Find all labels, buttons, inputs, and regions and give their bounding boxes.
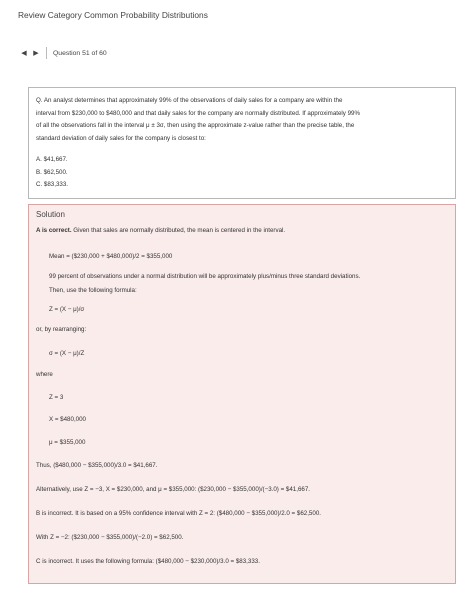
question-line: interval from $230,000 to $480,000 and that daily sales for the company are normally distributed. If approximately 99% [36,109,360,117]
where-text: where [36,371,53,378]
question-line: Q. An analyst determines that approximately 99% of the observations of daily sales for a company are within the [36,97,343,104]
c-incorrect-line: C is incorrect. It uses the following formula: ($480,000 − $230,000)/3.0 = $83,333. [36,558,260,565]
b-alt-line: With Z = −2: ($230,000 − $355,000)/(−2.0) = $62,500. [36,534,184,541]
mean-line: Mean = ($230,000 + $480,000)/2 = $355,000 [49,253,173,260]
formula-sigma: σ = (X − μ)/Z [49,350,85,357]
x-value: X = $480,000 [49,416,86,423]
choice-c[interactable]: C. $83,333. [36,181,68,188]
choice-a[interactable]: A. $41,667. [36,156,68,163]
a-correct-line [36,227,285,234]
next-question-button[interactable]: ▶ [33,50,39,57]
prev-question-button[interactable]: ◀ [21,50,27,57]
solution-title: Solution [36,210,65,219]
z-value: Z = 3 [49,394,64,401]
nav-divider [46,47,47,59]
choice-b[interactable]: B. $62,500. [36,168,68,176]
page-title: Review Category Common Probability Distributions [18,10,208,20]
question-box [28,87,456,199]
b-incorrect-line: B is incorrect. It is based on a 95% confidence interval with Z = 2: ($480,000 − $355,000)/2.0 = $62,500. [36,510,321,517]
question-line: of all the observations fall in the interval μ ± 3σ, then using the approximate z-value rather than the precise table, the [36,122,355,129]
formula-z: Z = (X − μ)/σ [49,306,85,313]
approx-line-1: 99 percent of observations under a normal distribution will be approximately plus/minus three standard deviations. [49,273,361,280]
question-nav [18,46,464,60]
question-text [36,95,452,145]
thus-line: Thus, ($480,000 − $355,000)/3.0 = $41,667. [36,462,158,469]
question-counter: Question 51 of 60 [53,49,107,57]
answer-choices [36,154,68,192]
approx-line-2: Then, use the following formula: [49,287,137,294]
a-correct-text: Given that sales are normally distributed, the mean is centered in the interval. [71,227,286,234]
question-line: standard deviation of daily sales for the company is closest to: [36,134,206,142]
mu-value: μ = $355,000 [49,439,86,446]
solution-box [28,204,456,584]
a-correct-label: A is correct. [36,227,72,234]
or-text: or, by rearranging: [36,326,87,333]
alternatively-line: Alternatively, use Z = −3, X = $230,000, and μ = $355,000: ($230,000 − $355,000)/(−3.0) = $41,667. [36,486,311,493]
